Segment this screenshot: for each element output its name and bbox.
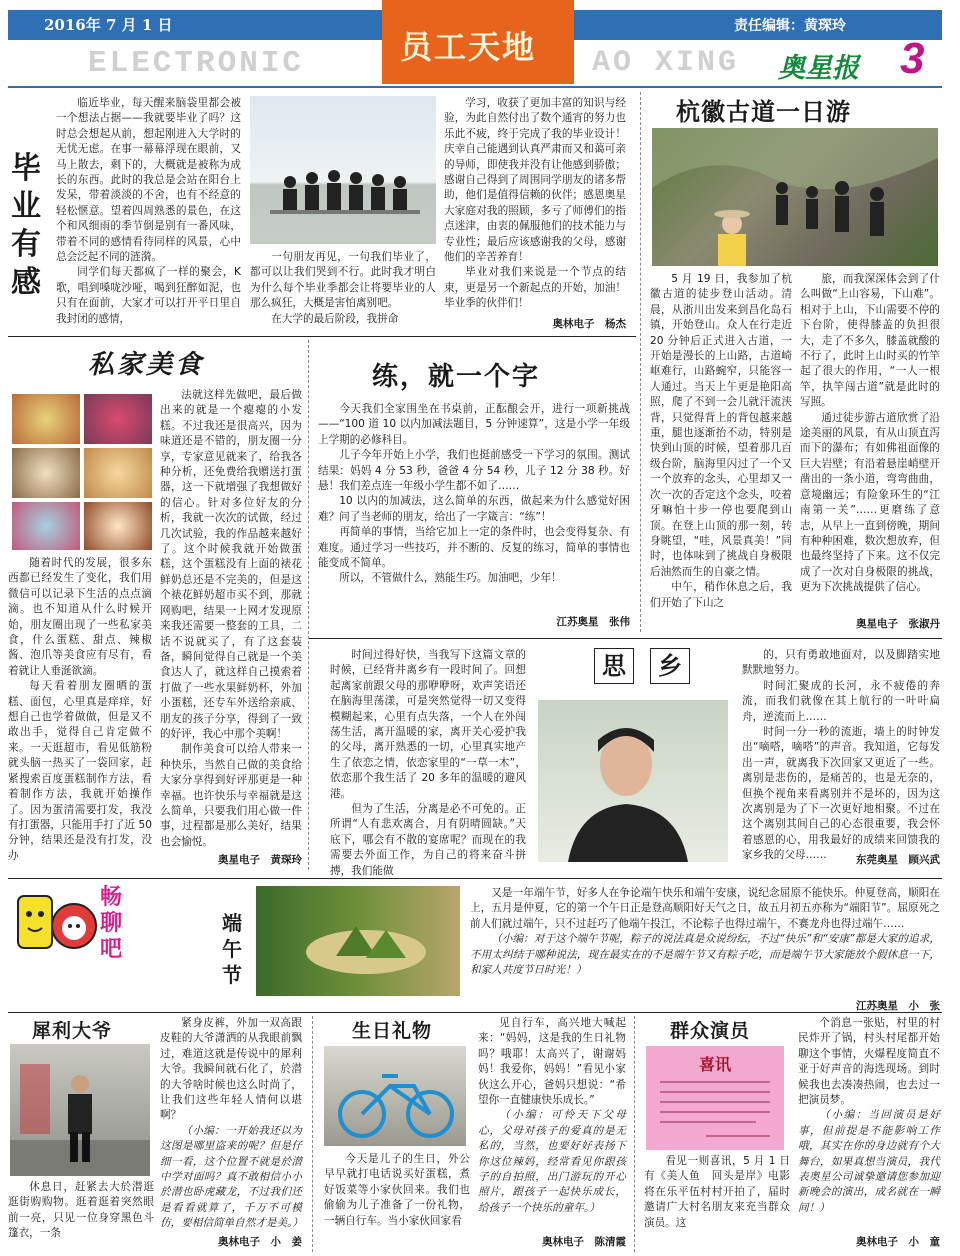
homesick-title-char: 思 [594,648,634,684]
paragraph: 再简单的事情，当给它加上一定的条件时，也会变得复杂、有难度。通过学习一些技巧，并不断的、反复的练习，简单的事情也能变成不简单。 [318,526,630,570]
column-divider [640,92,641,632]
paragraph: 法就这样先做吧，最后做出来的就是一个瘪瘪的小发糕。不过我还是很高兴，因为味道还是不错的，朋友圈一分享，专家意见就来了，给我各种分析，还免费给我赠送打蛋器，这一下就增强了我想做好的信心。针对多位好友的分析，我就一次次的试做，经过几次试验，我的作品越来越好了。这个时候我就开始做蛋糕，这个蛋糕没有上面的裱花鲜奶总还是不完美的，但是这个裱花鲜奶超市买不到，那就网购吧，结果一上网才发现原来我还需要一整套的工具，二话不说就买了，有了这套装备，瞬间觉得自己就是一个美食达人了，就这样自己摸索着打做了一些水果鲜奶杯，外加小蛋糕，还专车外送给亲戚、朋友的孩子分享，得到了一致的好评，我心中那个美啊！ [160,389,302,740]
grandpa-title: 犀利大爷 [32,1020,113,1042]
paragraph: 10 以内的加减法，这么简单的东西，做起来为什么感觉好困难？问了当老师的朋友，给出了一字箴言：“练”！ [318,495,630,523]
section-divider [308,638,942,639]
editor-credit: 责任编辑：黄琛玲 [734,18,846,34]
bicycle-illustration [324,1046,466,1146]
poster-lines-illustration [646,1046,784,1150]
graduation-photo [250,96,436,244]
paragraph: 旅，而我深深体会到了什么叫做“上山容易，下山难”。相对于上山，下山需要不停的下台阶，使得膝盖的负担很大，走了不多久，膝盖就酸的不行了，此时上山时买的竹竿起了很大的作用，“一人一根竿，执竿闯古道”就是此时的写照。 [800,273,940,409]
graduates-illustration [250,96,436,244]
hike-photo [652,128,938,266]
editor-bar [574,10,942,40]
bike-col1 [324,1152,470,1250]
chat-text [470,886,940,992]
actor-poster [646,1046,784,1150]
homesick-photo [538,700,728,862]
actor-col1 [644,1154,790,1250]
paper-name: 奥星报 [778,53,859,84]
paragraph: 但为了生活，分离是必不可免的。正所谓“人有悲欢离合，月有阴晴圆缺。”天底下，哪会有不散的宴席呢？而现在的我需要去外面工作，为自己的将来奋斗拼搏，我们能做 [330,803,526,877]
editor-note: （小编：一开始我还以为这图是哪里盗来的呢？但是仔细一看，这个位置不就是於潜中学对面吗？真不敢相信小小於潜也卧虎藏龙，不过我们还是看看就算了，千万不可模仿，要相信简单自然才是美。） [160,1124,304,1230]
hike-byline: 奥星电子 张淑丹 [856,618,940,630]
practice-byline: 江苏奥星 张伟 [556,616,630,628]
page-number: 3 [900,34,925,83]
editor-note: （小编：可怜天下父母心，父母对孩子的爱真的是无私的，当然，也要好好表扬下你这位辣妈，经常看见你跟孩子的自拍照，出门游玩的开心照片，跟孩子一起快乐成长，给孩子一个快乐的童年。） [478,1109,626,1214]
food-photo [84,502,152,550]
food-col2 [160,388,302,850]
graduation-title: 毕业有感 [11,151,41,300]
column-divider [634,1016,635,1252]
paragraph: 见自行车，高兴地大喊起来：“妈妈，这是我的生日礼物吗？哦耶！太高兴了，谢谢妈妈！我爱你，妈妈！”看见小家伙这么开心，爸妈只想说：“希望你一直健康快乐成长。” [478,1017,626,1107]
hike-col2 [800,272,940,614]
graduation-byline: 奥林电子 杨杰 [552,318,626,330]
paragraph: 所以，不管做什么，熟能生巧。加油吧，少年！ [339,572,562,585]
editor-note: （小编：对于这个端午节呢，粽子的说法真是众说纷纭，不过“快乐”和“安康”都是大家的追求，不用太纠结于哪种说法，现在最实在的不是端午节又有粽子吃，而是端午节大家能放个假休息一下，和家人共度节日时光！） [470,933,940,977]
food-photo [12,502,80,550]
paragraph: 同学们每天都疯了一样的聚会，K歌，唱到嗓咙沙哑，喝到狂醉如泥，也只有在面前，大家才可以打开平日里自我封闭的感情， [56,266,241,325]
paragraph: 儿子今年开始上小学，我们也挺前感受一下学习的氛围。测试结果：妈妈 4 分 53 秒，爸爸 4 分 54 秒，儿子 12 分 38 秒。好悬！我们差点连一年级小学生都不如了…… [318,449,630,493]
hikers-illustration [652,128,938,266]
food-col1 [8,556,152,864]
food-photo [12,448,80,498]
grandpa-photo [10,1044,150,1176]
column-divider [308,340,309,870]
hike-title: 杭徽古道一日游 [676,97,851,126]
chat-badge-label: 畅聊吧 [100,884,123,962]
paragraph: 时间过得好快，当我写下这篇文章的时候，已经背井离乡有一段时间了。回想起离家前跟父母的那咿咿呀，欢声笑语还在脑海里荡漾，可是突然觉得一切又变得模糊起来，心里有点失落，一个人在外闯荡生活，离开温暖的家，离开关心爱护我的父母，离开熟悉的一切，心里真实地产生了依恋之情，依恋家里的“一草一木”，依恋那个我生活了 20 多年的温暖的避风港。 [330,649,526,800]
left-banner: ELECTRONIC [88,46,305,81]
food-photo [12,394,80,444]
paragraph: 随着时代的发展，很多东西都已经发生了变化，我们用微信可以记录下生活的点点滴滴。也不知道从什么时候开始，朋友圈出现了一些私家美食，什么蛋糕、甜点、辣椒酱、泡爪等美食应有尽有，看着就让人垂涎欲滴。 [8,557,152,677]
masthead [0,0,960,86]
section-divider [8,336,636,337]
paragraph: 5 月 19 日，我参加了杭徽古道的徒步登山活动。清晨，从浙川出发来到昌化岛石镇，开始登山。众人在行走近 20 分钟后正式进入古道，一开始是漫长的上山路，古道崎岖难行，山路蜿窄，只能容一人通过。当天上午更是艳阳高照，爬了不到一会儿就汗流浃背，只觉得背上的背包越来越重，腿也逐渐抬不动，特别是快到山顶的时候，望着那几百级台阶，脑海里闪过了一个又一个放弃的念头，心里却又一次一次的否定这个念头，咬着牙嘛怕十步一停也要爬到山顶。在登上山顶的那一刻，转身眺望，“哇，风景真美！”同时，也体味到了挑战自身极限后油然而生的自豪之情。 [650,273,792,578]
grandpa-byline: 奥林电子 小 姜 [218,1236,302,1248]
header-rule [8,86,942,88]
paragraph: 在大学的最后阶段，我拼命 [271,312,399,325]
paragraph: 学习，收获了更加丰富的知识与经验，为此自然付出了数个通宵的努力也乐此不疲，终于完成了我的毕业设计！庆幸自己能遇到认真严肃而又和蔼可亲的导师，即使我并没有让他感到骄傲；感谢自己得到了周围同学朋友的诸多帮助，他们是值得信赖的伙伴；感恩奥星大家庭对我的照顾，多亏了师傅们的指点迷津，由衷的佩服他们的技术能力与专业性；最后应该感谢我的父母，感谢他们的辛苦养育！ [444,97,626,264]
paragraph: 休息日，赶紧去大於潜逛逛街购购物。逛着逛着突然眼前一亮，只见一位身穿黑色斗篷衣，一条 [8,1181,154,1240]
actor-col2 [798,1016,940,1230]
portrait-illustration [538,700,728,862]
graduation-col3 [444,96,626,314]
homesick-title-char: 乡 [650,648,690,684]
bike-photo [324,1046,466,1146]
paragraph: 临近毕业，每天醒来脑袋里都会被一个想法占据——我就要毕业了吗？这时总会想起从前，想起刚进入大学时的无忧无虑。在事一幕幕浮现在眼前，又马上散去，剩下的，大概就是被称为成长的东西。此时的我总是会站在阳台上发呆，带着淡淡的不舍，也有不经意的轻松惬意。望着四周熟悉的景色，在这个和风细雨的季节倒是别有一番风味，带着不同的感情看待同样的风景，心中总会泛起不同的涟漪。 [56,97,241,264]
chat-badge [10,884,180,964]
bike-byline: 奥林电子 陈清霞 [542,1236,626,1248]
paragraph: 紧身皮裤，外加一双高跟皮鞋的大爷潇洒的从我眼前飘过，难道这就是传说中的犀利大爷。我瞬间就石化了，於潜的大爷啥时候也这么时尚了，让我们这些年轻人情何以堪啊？ [160,1017,302,1122]
paragraph: 的，只有勇敢地面对，以及脚踏实地默默地努力。 [742,649,940,677]
editor-note: （小编：当回演员是好事，但前提是不能影响工作哦，其实在你的身边就有个大舞台，如果真想当演员，我代表奥星公司诚挚邀请您参加迎新晚会的演出，成名就在一瞬间！） [798,1109,940,1214]
paragraph: 时间一分一秒的流逝，墙上的时钟发出“嘀嗒，嘀嗒”的声音。我知道，它每发出一声，就离我下次回家又更近了一些。离别是悲伤的，是痛苦的，也是无奈的，但换个视角来看离别并不是坏的，因为这次离别是为了下一次更好地相聚。不过在这个离别其间自己的心态很重要，我会怀着感恩的心，用我最好的成绩来回馈我的家乡我的父母…… [742,726,940,862]
food-photo-collage [12,394,152,550]
zongzi-illustration [256,886,460,996]
grandpa-col1 [8,1180,154,1250]
dragon-boat-photo [256,886,460,996]
actor-title: 群众演员 [670,1020,751,1042]
paragraph: 通过徒步游古道欣赏了沿途美丽的风景，有从山顶直泻而下的瀑布；有如佛祖面像的巨大岩壁；有沿着悬崖峭壁开凿出的一条小道，弯弯曲曲，意境幽远；有险象环生的“江南第一关”……更磨练了意志，从早上一直到傍晚，期间有种种困难，数次想放弃，但也最终坚持了下来。这不仅完成了一次对自身极限的挑战，更为下次挑战提供了信心。 [800,411,940,594]
food-byline: 奥星电子 黄琛玲 [218,854,302,866]
practice-body [318,402,630,610]
paragraph: 毕业对我们来说是一个节点的结束，更是另一个新起点的开始，加油！毕业季的伙伴们！ [444,266,626,310]
paragraph: 制作美食可以给人带来一种快乐，当然自己做的美食给大家分享得到好评那更是一种幸福。也许快乐与幸福就是这么简单，只要我们用心做一件事，过程都是那么美好，结果也会愉悦。 [160,743,302,848]
paragraph: 每天看着朋友圈晒的蛋糕、面包，心里真是痒痒，好想自己也学着做做，但是又不敢出手，觉得自己肯定做不来。一天逛超市，看见低筋粉就头脑一热买了一袋回家，赶紧搜索百度蛋糕制作方法，看着制作方法，我就开始操作了。因为蛋清需要打发，我没有打蛋器，只能用手打了近 50 分钟，结果还是没有打发，没办 [8,680,152,862]
homesick-byline: 东莞奥星 顾兴武 [856,854,940,866]
paragraph: 看见一则喜讯，5 月 1 日有《美人鱼 回头是岸》电影将在乐平伍村村开拍了，届时邀请广大村名朋友来充当群众演员。这 [644,1155,790,1229]
issue-date: 2016年 7 月 1 日 [44,16,173,34]
paragraph: 中午，稍作休息之后，我们开始了下山之 [650,581,792,609]
street-illustration [10,1044,150,1176]
paragraph: 时间汇聚成的长河，永不疲倦的奔流，而我们就像在其上航行的一叶叶扁舟，逆流而上…… [742,679,940,723]
paragraph: 又是一年端午节，好多人在争论端午快乐和端午安康，说纪念屈原不能快乐。仲夏登高，顺阳在上，五月是仲夏，它的第一个午日正是登高顺阳好天气之日，故五月初五亦称为“端阳节”。屈原死之前人们就过端午，只不过赶巧了他端午投江，不论粽子也得过端午，不赛龙舟也得过端午…… [470,887,940,930]
homesick-title [594,646,698,686]
dragon-boat-title: 端午节 [222,911,242,987]
paragraph: 一句朋友再见，一句我们毕业了，都可以让我们哭到不行。此时我才明白为什么每个毕业季都会让将要毕业的人那么疯狂，大概是害怕离别吧。 [250,251,436,310]
graduation-col2 [250,250,436,330]
poster-title: 喜讯 [698,1055,731,1074]
bike-title: 生日礼物 [352,1020,433,1042]
right-banner: AO XING [592,46,740,80]
paragraph: 今天我们全家围坐在书桌前，正酝酿会开，进行一项新挑战——“100 道 10 以内加减法题目，5 分钟速算”，这是小学一年级上学期的必修科目。 [318,403,630,446]
paragraph: 个消息一张贴，村里的村民炸开了锅，村头村尾都开始聊这个事情，火爆程度简直不亚于好声音的海选现场。到时候我也去凑凑热闹，也去过一把演员梦。 [798,1017,940,1107]
section-divider [8,878,942,879]
food-photo [84,448,152,498]
chat-mascots-icon [10,884,100,964]
bike-col2 [478,1016,626,1230]
practice-title: 练，就一个字 [372,362,541,392]
grandpa-col2 [160,1016,302,1230]
food-title: 私家美食 [88,350,205,380]
homesick-col1 [330,648,526,877]
column-divider [312,1016,313,1252]
chat-byline: 江苏奥星 小 张 [856,1000,940,1012]
section-title: 员工天地 [400,28,537,66]
graduation-col1 [56,96,241,328]
date-bar [8,10,382,40]
section-divider [8,1012,942,1013]
hike-col1 [650,272,792,632]
section-title-box [382,0,574,84]
paragraph: 今天是儿子的生日，外公早早就打电话说买好蛋糕，煮好饭菜等小家伙回来。我们也偷偷为儿子准备了一份礼物，一辆自行车。当小家伙回家看 [324,1153,470,1227]
food-photo [84,394,152,444]
actor-byline: 奥林电子 小 童 [856,1236,940,1248]
